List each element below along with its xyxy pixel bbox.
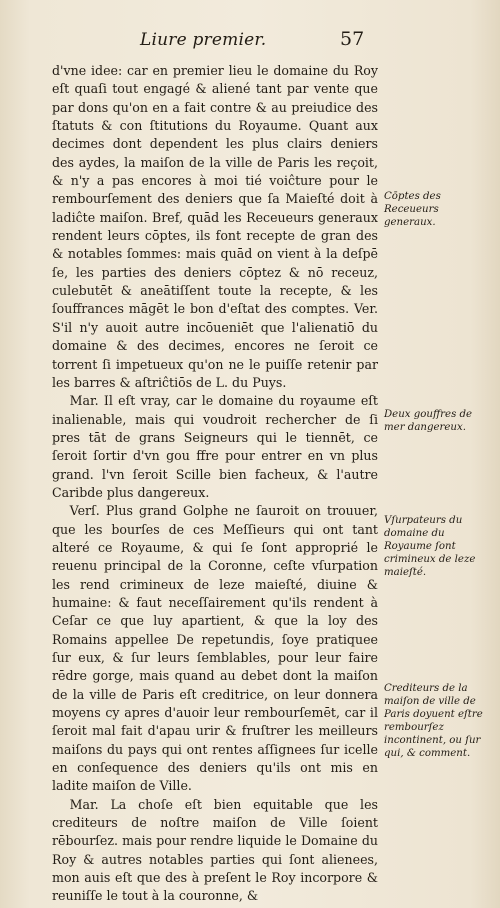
margin-note-vsurpateurs: Vſurpateurs du domaine du Royaume ſont crimineux de leze maieſté. <box>384 515 476 578</box>
body-text <box>52 62 378 906</box>
running-title: Liure premier. <box>140 30 267 50</box>
page-number: 57 <box>340 28 365 50</box>
page-header <box>0 30 500 56</box>
margin-note-crediteurs: Crediteurs de la maiſon de ville de Paris doyuent eſtre rembourſez incontinent, ou ſur qui, & comment. <box>384 683 483 759</box>
margin-note-gouffres: Deux gouffres de mer dangereux. <box>384 409 473 433</box>
paragraph-2: Mar. Il eſt vray, car le domaine du royaume eſt inalienable, mais qui voudroit rechercher de ſi pres tāt de grans Seigneurs qui le tiennēt, ce ſeroit ſortir d'vn gou ffre pour entrer en vn plus grand. l'vn ſeroit Scille bien facheux, & l'autre Caribde plus dangereux. <box>52 393 378 500</box>
margin-note-comptes: Cōptes des Receueurs generaux. <box>384 191 441 228</box>
paragraph-4: Mar. La choſe eſt bien equitable que les crediteurs de noſtre maiſon de Ville ſoient rēbourſez. mais pour rendre liquide le Domaine du Roy & autres notables parties qui ſont alienees, mon auis eſt que des à preſent le Roy incorpore & reuniſſe le tout à la couronne, & <box>52 796 378 904</box>
paragraph-1: d'vne idee: car en premier lieu le domaine du Roy eſt quaſi tout engagé & aliené tant par vente que par dons qu'on en a fait contre & au preiudice des ſtatuts & con ſtitutions du Royaume. Quant aux decimes dont dependent les plus clairs deniers des aydes, la maiſon de la ville de Paris les reçoit, & n'y a pas encores à moi tié voiĉture pour le rembourſement des deniers que ſa Maieſté doit à ladiĉte maiſon. Bref, quād les Receueurs generaux rendent leurs cōptes, ils font recepte de gran des & notables ſommes: mais quād on vient à la deſpē ſe, les parties des deniers cōptez & nō receuz, culebutēt & aneātiſſent toute la recepte, & les ſouffrances māgēt le bon d'eſtat des comptes. Ver. S'il n'y auoit autre incōueniēt que l'alienatiō du domaine & des decimes, encores ne ſeroit ce torrent ſi impetueux qu'on ne le puiſſe retenir par les barres & aſtriĉtiōs de L. du Puys. <box>52 63 378 390</box>
paragraph-3: Verſ. Plus grand Golphe ne ſauroit on trouuer, que les bourſes de ces Meſſieurs qui ont tant alteré ce Royaume, & qui ſe ſont approprié le reuenu principal de la Coronne, ceſte vſurpation les rend crimineux de leze maieſté, diuine & humaine: & faut neceſſairement qu'ils rendent à Ceſar ce que luy apartient, & que la loy des Romains appellee De repetundis, ſoye pratiquee ſur eux, & ſur leurs ſemblables, pour leur faire rēdre gorge, mais quand au debet dont la maiſon de la ville de Paris eſt creditrice, on leur donnera moyens cy apres d'auoir leur rembourſemēt, car il ſeroit mal fait d'apau urir & fruſtrer les meilleurs maiſons du pays qui ont rentes aſſignees ſur icelle en conſequence des deniers qu'ils ont mis en ladite maiſon de Ville. <box>52 503 378 794</box>
